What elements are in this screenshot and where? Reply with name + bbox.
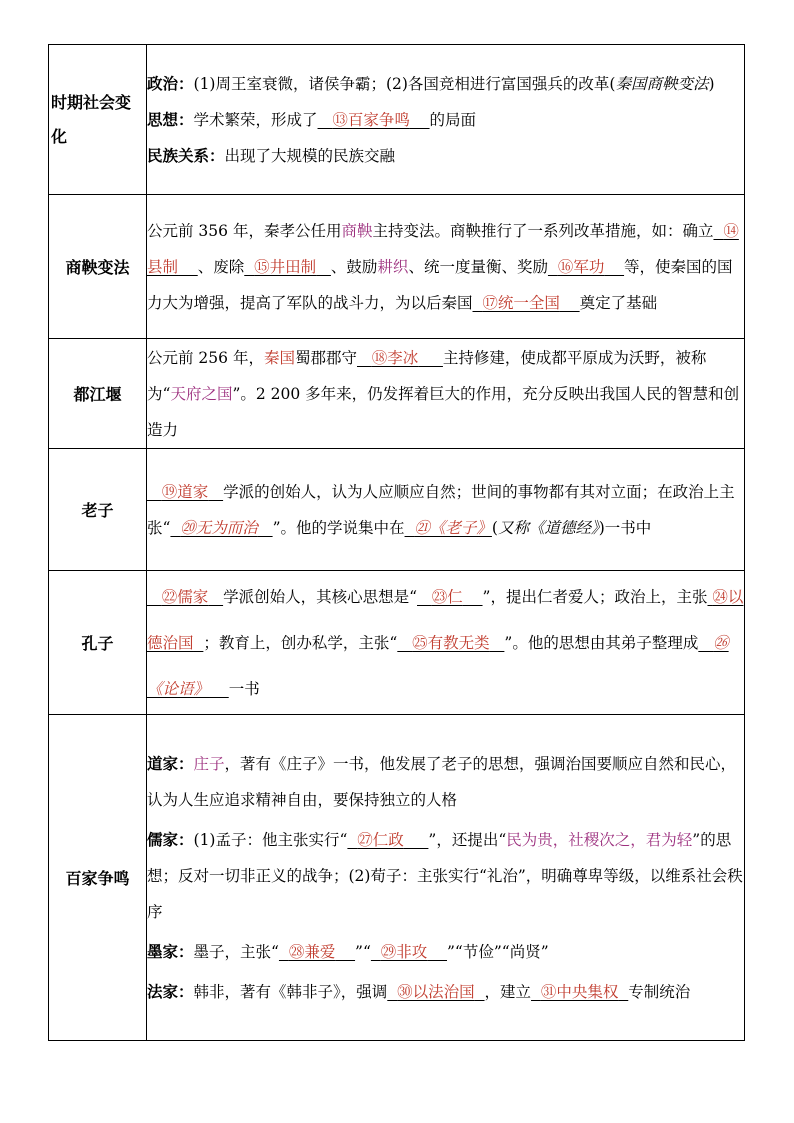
answer-23: ㉓仁 — [431, 587, 463, 606]
row-label: 商鞅变法 — [49, 195, 147, 339]
answer-30: ㉚以法治国 — [397, 982, 475, 1001]
answer-26: ㉖《论语》 — [147, 633, 729, 698]
row-content: 政治：(1)周王室衰微，诸侯争霸；(2)各国竞相进行富国强兵的改革(秦国商鞅变法) 思想：学术繁荣，形成了 ⑬百家争鸣 的局面 民族关系：出现了大规模的民族交融 — [147, 45, 745, 195]
table-row — [49, 45, 745, 195]
answer-28: ㉘兼爱 — [288, 942, 336, 961]
row-label: 孔子 — [49, 571, 147, 715]
answer-18: ⑱李冰 — [371, 348, 419, 367]
row-label: 老子 — [49, 449, 147, 571]
answer-22: ㉒儒家 — [161, 587, 209, 606]
table-row — [49, 449, 745, 571]
table-row — [49, 571, 745, 715]
answer-27: ㉗仁政 — [357, 830, 404, 849]
answer-29: ㉙非攻 — [380, 942, 428, 961]
row-content: 公元前 356 年，秦孝公任用商鞅主持变法。商鞅推行了一系列改革措施，如：确立 ⑭县制 、废除 ⑮井田制 、鼓励耕织、统一度量衡、奖励 ⑯军功 等，使秦国的国力大为增强，提高了军队的战斗力，为以后秦国 ⑰统一全国 奠定了基础 — [147, 195, 745, 339]
answer-19: ⑲道家 — [161, 482, 209, 501]
table-row — [49, 339, 745, 449]
row-label: 时期社会变化 — [49, 45, 147, 195]
row-label: 都江堰 — [49, 339, 147, 449]
answer-17: ⑰统一全国 — [482, 293, 560, 312]
table-row — [49, 195, 745, 339]
answer-16: ⑯军功 — [557, 257, 605, 276]
answer-14: ⑭县制 — [147, 221, 739, 276]
row-content: ⑲道家 学派的创始人，认为人应顺应自然；世间的事物都有其对立面；在政治上主张“ ⑳无为而治 ”。他的学说集中在 ㉑《老子》(又称《道德经》)一书中 — [147, 449, 745, 571]
answer-15: ⑮井田制 — [254, 257, 317, 276]
row-content: 道家：庄子，著有《庄子》一书，他发展了老子的思想，强调治国要顺应自然和民心，认为人生应追求精神自由，要保持独立的人格 儒家：(1)孟子：他主张实行“ ㉗仁政 ”，还提出“民为贵，社稷次之，君为轻”的思想；反对一切非正义的战争；(2)荀子：主张实行“礼治”，明确尊卑等级，以维系社会秩序 墨家：墨子，主张“ ㉘兼爱 ”“ ㉙非攻 ”“节俭”“尚贤” 法家：韩非，著有《韩非子》，强调 ㉚以法治国 ，建立 ㉛中央集权 专制统治 — [147, 715, 745, 1041]
answer-24: ㉔以德治国 — [147, 587, 744, 652]
answer-13: ⑬百家争鸣 — [332, 110, 410, 129]
answer-21: ㉑《老子》 — [414, 518, 492, 537]
row-content: 公元前 256 年，秦国蜀郡郡守 ⑱李冰 主持修建，使成都平原成为沃野，被称为“天府之国”。2 200 多年来，仍发挥着巨大的作用，充分反映出我国人民的智慧和创造力 — [147, 339, 745, 449]
row-content: ㉒儒家 学派创始人，其核心思想是“ ㉓仁 ”，提出仁者爱人；政治上，主张 ㉔以德治国 ；教育上，创办私学，主张“ ㉕有教无类 ”。他的思想由其弟子整理成 ㉖《论语》 一书 — [147, 571, 745, 715]
history-summary-table — [48, 44, 745, 1041]
row-label: 百家争鸣 — [49, 715, 147, 1041]
answer-31: ㉛中央集权 — [540, 982, 619, 1001]
answer-25: ㉕有教无类 — [412, 633, 490, 652]
answer-20: ⑳无为而治 — [180, 518, 258, 537]
table-row — [49, 715, 745, 1041]
